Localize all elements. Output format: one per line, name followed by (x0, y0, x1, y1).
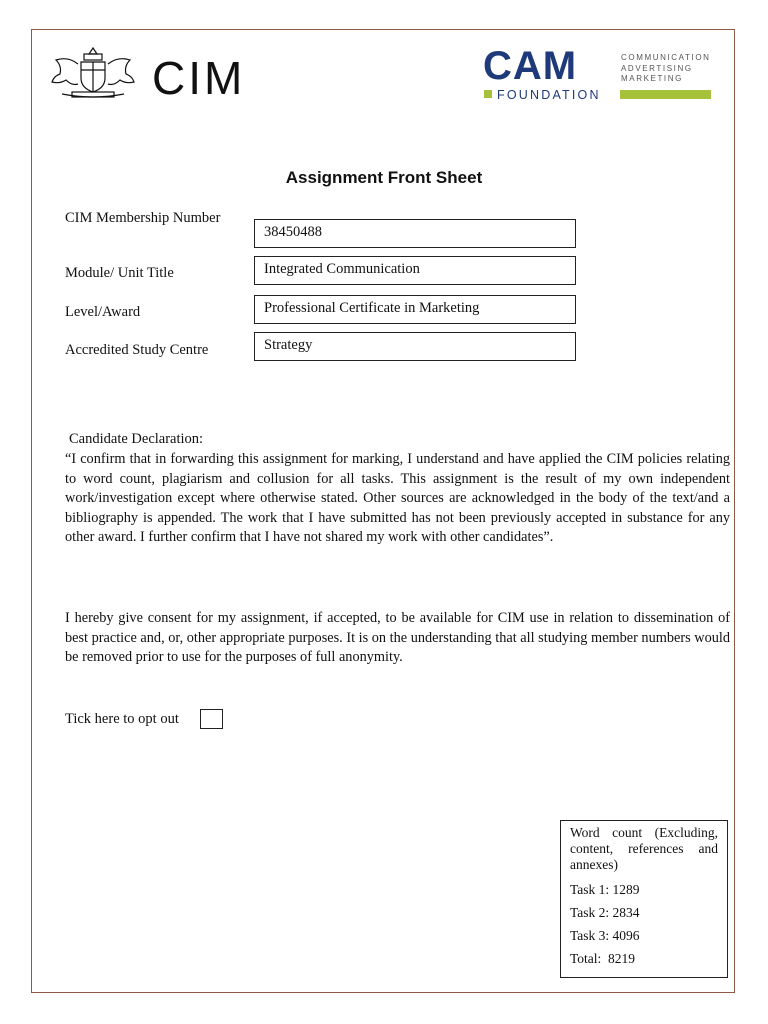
word-count-row: Task 3: 4096 (570, 928, 640, 943)
field-value-level: Professional Certificate in Marketing (254, 295, 576, 324)
field-value-study-centre: Strategy (254, 332, 576, 361)
cam-foundation-text: FOUNDATION (497, 88, 601, 102)
cam-green-square (484, 90, 492, 98)
field-label-membership: CIM Membership Number (65, 210, 221, 226)
word-count-box (560, 820, 728, 978)
word-count-row: Task 1: 1289 (570, 882, 640, 897)
field-label-module: Module/ Unit Title (65, 265, 174, 281)
opt-out-label: Tick here to opt out (65, 711, 179, 727)
cam-wordmark: CAM (483, 44, 578, 88)
cam-tagline-line: ADVERTISING (621, 63, 693, 73)
word-count-total: Total: 8219 (570, 951, 636, 966)
declaration-heading: Candidate Declaration: (69, 431, 204, 447)
cam-tagline (621, 53, 711, 85)
cim-wordmark: CIM (152, 52, 246, 104)
declaration-text: “I confirm that in forwarding this assignment for marking, I understand and have applied the CIM policies relating to word count, plagiarism and collusion for all tasks. This assignment is the result of my own independent work/investigation except where otherwise stated. Other sources are acknowledged in the body of the text/and a bibliography is appended. The work that I have submitted has not been previously accepted in substance for any other award. I further confirm that I have not shared my work with other candidates”. (65, 451, 730, 545)
cam-tagline-line: MARKETING (621, 74, 683, 83)
cam-green-bar (620, 90, 711, 99)
field-value-module: Integrated Communication (254, 256, 576, 285)
consent-text: I hereby give consent for my assignment, if accepted, to be available for CIM use in relation to dissemination of best practice and, or, other appropriate purposes. It is on the understanding that all studying member numbers would be removed prior to use for the purposes of full anonymity. (65, 610, 730, 665)
cim-crest-logo (48, 44, 138, 100)
field-value-membership: 38450488 (254, 219, 576, 248)
page-title: Assignment Front Sheet (285, 168, 483, 187)
opt-out-checkbox[interactable] (200, 709, 223, 729)
field-label-level: Level/Award (65, 304, 141, 320)
cam-tagline-line: COMMUNICATION (621, 53, 711, 62)
word-count-heading: Word count (Excluding, content, references and annexes) (570, 825, 718, 872)
word-count-row: Task 2: 2834 (570, 905, 640, 920)
field-label-study-centre: Accredited Study Centre (65, 342, 209, 358)
